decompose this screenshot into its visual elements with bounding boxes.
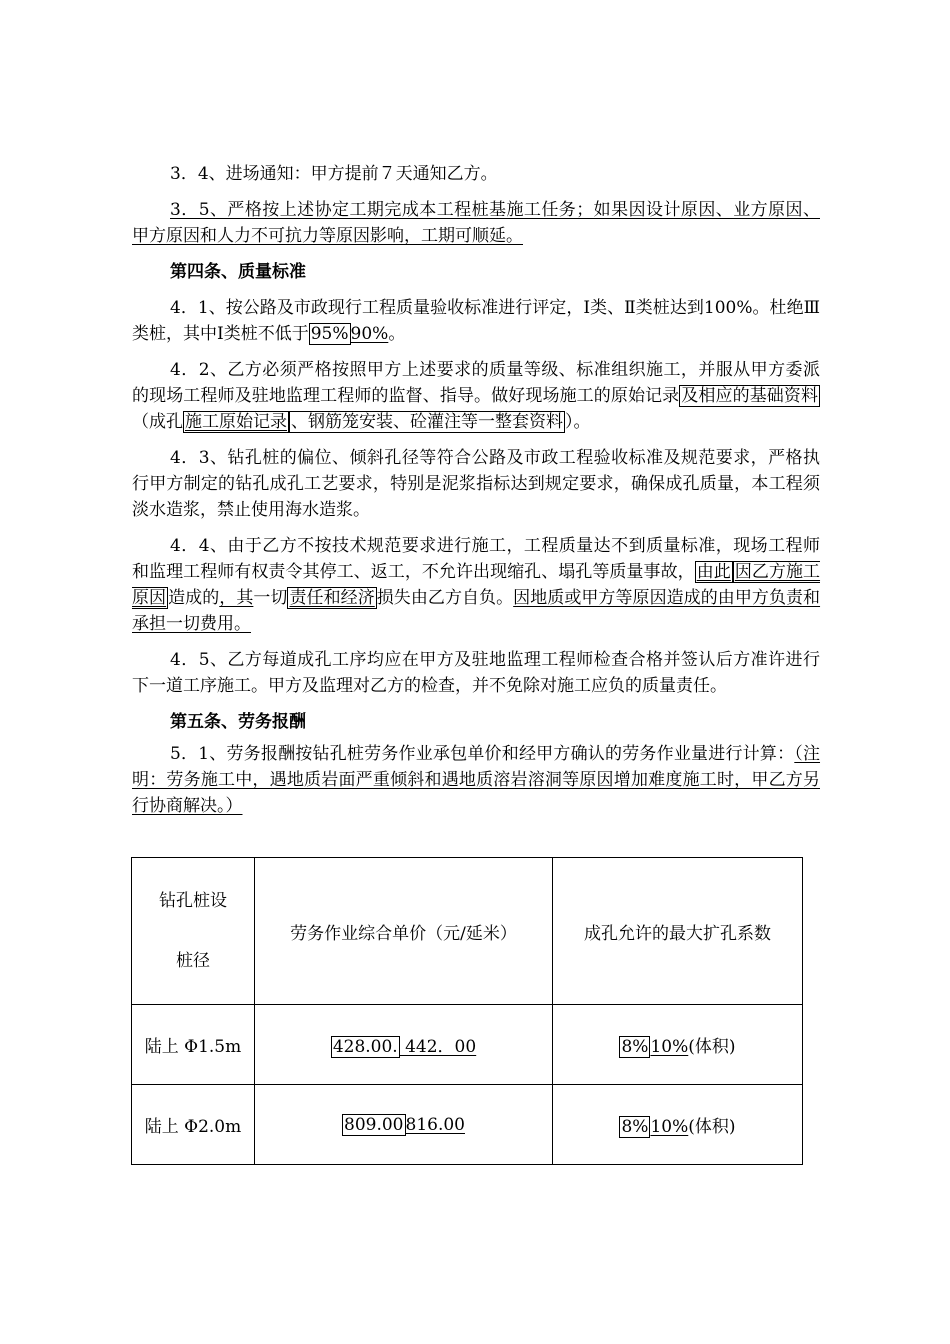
revision-inserted-text: 责任和经济 — [289, 588, 375, 608]
revision-deleted-text: 8% — [621, 1037, 649, 1057]
cell-coefficient — [553, 1005, 803, 1085]
paragraph-3-5 — [132, 197, 820, 249]
paragraph-text: （成孔 — [132, 412, 183, 432]
revision-inserted-text: 因地质或甲方等原因造成的由甲方负责和承担一切费用。 — [132, 588, 821, 634]
header-unit-price: 劳务作业综合单价（元/延米） — [255, 858, 553, 1005]
cell-diameter: 陆上 Φ1.5m — [132, 1005, 255, 1085]
revision-deleted-text: 及相应的基础资料 — [681, 386, 818, 406]
revision-deleted-text: 95% — [310, 324, 349, 344]
revision-inserted-text: 施工原始记录 — [185, 412, 287, 432]
paragraph-text: 损失由乙方自负。 — [376, 588, 514, 608]
revision-inserted-text: 816.00 — [405, 1114, 465, 1135]
revision-deleted-text: 8% — [621, 1117, 649, 1137]
paragraph-text: 4．2、乙方必须严格按照甲方上述要求的质量等级、标准组织施工，并服从甲方委派的现场工程师及驻地监理工程师的监督、指导。做好现场施工的原始记录 — [132, 360, 820, 406]
header-pile-diameter — [132, 858, 255, 1005]
cell-price — [255, 1005, 553, 1085]
paragraph-text: 造成的 — [168, 588, 220, 608]
header-line: 钻孔桩设 — [159, 891, 227, 911]
revision-inserted-text: 90% — [350, 324, 389, 344]
revision-deleted-text: 809.00 — [344, 1114, 404, 1135]
revision-inserted-text: 因乙方施工原因 — [132, 562, 821, 608]
paragraph-text: ）。 — [565, 412, 591, 432]
revision-deleted-text: 428.00. — [332, 1037, 398, 1057]
header-expansion-coefficient: 成孔允许的最大扩孔系数 — [553, 858, 803, 1005]
coefficient-unit: (体积) — [688, 1117, 736, 1137]
paragraph-4-2 — [132, 357, 820, 435]
revision-inserted-text: （注明：劳务施工中，遇地质岩面严重倾斜和遇地质溶岩溶洞等原因增加难度施工时，甲乙方另行协商解决。） — [132, 744, 821, 816]
paragraph-text: 4．1、按公路及市政现行工程质量验收标准进行评定，Ⅰ类、Ⅱ类桩达到100%。杜绝Ⅲ类桩，其中Ⅰ类桩不低于 — [132, 298, 820, 344]
paragraph-text: 5．1、劳务报酬按钻孔桩劳务作业承包单价和经甲方确认的劳务作业量进行计算： — [170, 744, 795, 764]
revision-inserted-text: 10% — [650, 1037, 689, 1057]
labor-fee-table — [131, 857, 803, 1165]
revision-inserted-text: 442．00 — [399, 1037, 477, 1057]
table-row — [132, 1085, 803, 1165]
paragraph-text: 一切 — [253, 588, 288, 608]
revision-deleted-text: 、钢筋笼安装、砼灌注等一整套资料 — [291, 412, 563, 432]
cell-diameter: 陆上 Φ2.0m — [132, 1085, 255, 1165]
revision-inserted-text: ，其 — [219, 588, 254, 608]
revision-inserted-text: 10% — [650, 1117, 689, 1137]
paragraph-4-4 — [132, 533, 820, 637]
cell-price — [255, 1085, 553, 1165]
header-line: 桩径 — [176, 951, 210, 971]
clause-5-title: 第五条、劳务报酬 — [170, 712, 306, 732]
clause-4-title: 第四条、质量标准 — [170, 262, 306, 282]
revision-inserted-text: 3．5、严格按上述协定工期完成本工程桩基施工任务；如果因设计原因、业方原因、甲方原因和人力不可抗力等原因影响，工期可顺延。 — [132, 200, 820, 246]
paragraph-4-5: 4．5、乙方每道成孔工序均应在甲方及驻地监理工程师检查合格并签认后方准许进行下一道工序施工。甲方及监理对乙方的检查，并不免除对施工应负的质量责任。 — [132, 650, 820, 696]
document-body — [132, 161, 820, 819]
paragraph-5-1 — [132, 741, 820, 819]
paragraph-3-4: 3．4、进场通知：甲方提前７天通知乙方。 — [170, 164, 498, 184]
paragraph-text: 。 — [388, 324, 406, 344]
paragraph-4-1 — [132, 295, 820, 347]
table-header-row — [132, 858, 803, 1005]
table-row — [132, 1005, 803, 1085]
cell-coefficient — [553, 1085, 803, 1165]
coefficient-unit: (体积) — [688, 1037, 736, 1057]
paragraph-4-3: 4．3、钻孔桩的偏位、倾斜孔径等符合公路及市政工程验收标准及规范要求，严格执行甲方制定的钻孔成孔工艺要求，特别是泥浆指标达到规定要求，确保成孔质量，本工程须淡水造浆，禁止使用海水造浆。 — [132, 448, 820, 520]
paragraph-text: 4．4、由于乙方不按技术规范要求进行施工，工程质量达不到质量标准，现场工程师和监理工程师有权责令其停工、返工，不允许出现缩孔、塌孔等质量事故， — [132, 536, 820, 582]
revision-deleted-text: 由此 — [696, 562, 731, 582]
